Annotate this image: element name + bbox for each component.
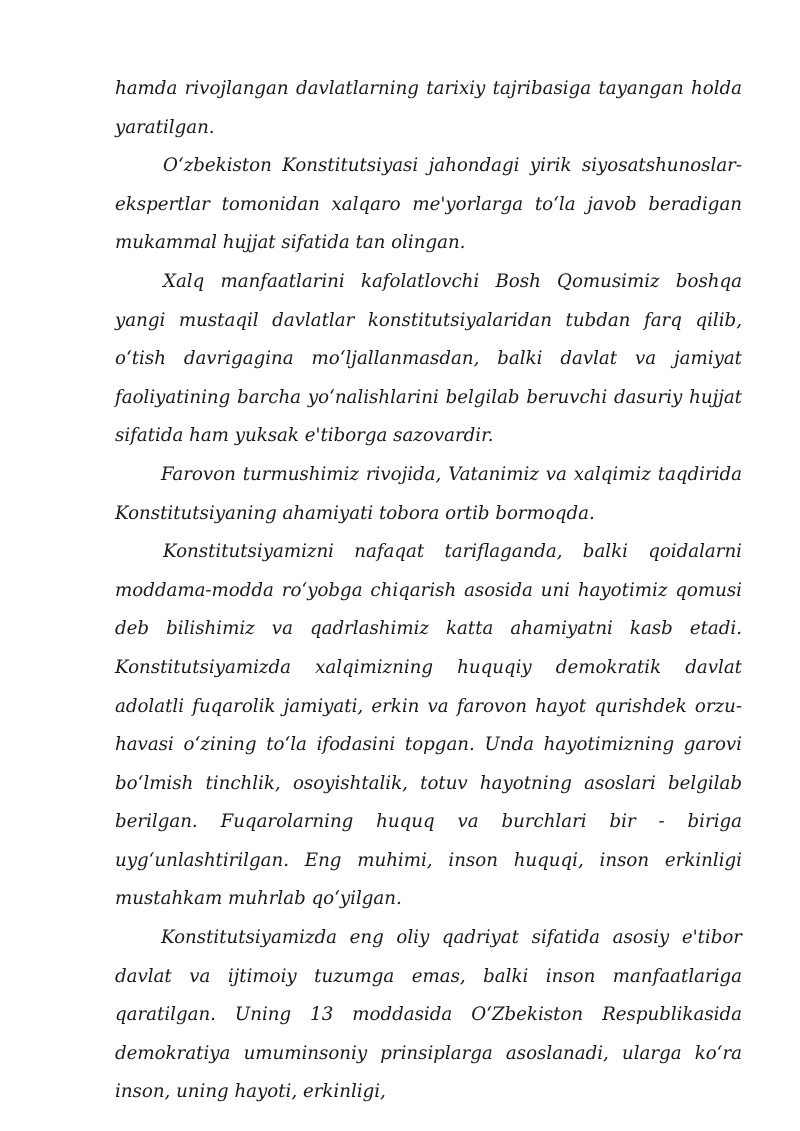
paragraph: Konstitutsiyamizda eng oliy qadriyat sifatida asosiy e'tibor davlat va ijtimoiy tuzumga emas, balki inson manfaatlariga qaratilgan. Uning 13 moddasida O‘Zbekiston Respublikasida demokratiya umuminsoniy prinsiplarga asoslanadi, ularga ko‘ra inson, uning hayoti, erkinligi, [115,927,742,1103]
paragraph: Farovon turmushimiz rivojida, Vatanimiz va xalqimiz taqdirida Konstitutsiyaning ahamiyati tobora ortib bormoqda. [115,463,742,524]
body-text [115,70,742,1112]
paragraph: O‘zbekiston Konstitutsiyasi jahondagi yirik siyosatshunoslar-ekspertlar tomonidan xalqaro me'yorlarga to‘la javob beradigan mukammal hujjat sifatida tan olingan. [115,155,742,254]
paragraph: Konstitutsiyamizni nafaqat tariflaganda, balki qoidalarni moddama-modda ro‘yobga chiqarish asosida uni hayotimiz qomusi deb bilishimiz va qadrlashimiz katta ahamiyatni kasb etadi. Konstitutsiyamizda xalqimizning huquqiy demokratik davlat adolatli fuqarolik jamiyati, erkin va farovon hayot qurishdek orzu-havasi o‘zining to‘la ifodasini topgan. Unda hayotimizning garovi bo‘lmish tinchlik, osoyishtalik, totuv hayotning asoslari belgilab berilgan. Fuqarolarning huquq va burchlari bir - biriga uyg‘unlashtirilgan. Eng muhimi, inson huquqi, inson erkinligi mustahkam muhrlab qo‘yilgan. [115,541,742,910]
paragraph: Xalq manfaatlarini kafolatlovchi Bosh Qomusimiz boshqa yangi mustaqil davlatlar konstitutsiyalaridan tubdan farq qilib, o‘tish davrigagina mo‘ljallanmasdan, balki davlat va jamiyat faoliyatining barcha yo‘nalishlarini belgilab beruvchi dasuriy hujjat sifatida ham yuksak e'tiborga sazovardir. [115,270,742,447]
paragraph-continuation: hamda rivojlangan davlatlarning tarixiy tajribasiga tayangan holda yaratilgan. [115,78,742,138]
